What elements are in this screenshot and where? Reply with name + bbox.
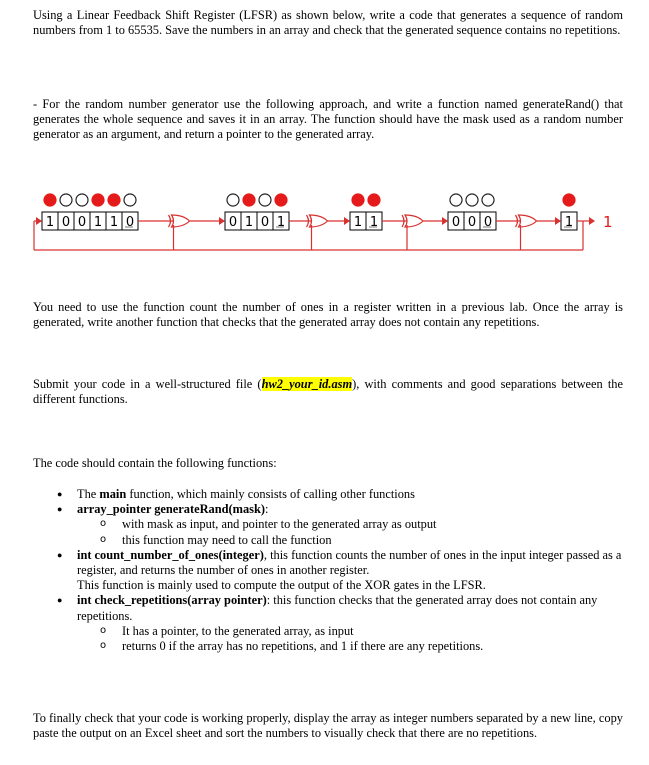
register-bit: 1: [276, 215, 286, 230]
f3-name: int count_number_of_ones(integer): [77, 547, 264, 562]
function-item-count-ones: [55, 548, 625, 594]
tap-dot: [44, 194, 56, 206]
function-item-check-repetitions: [55, 593, 625, 654]
register-bit: 0: [228, 215, 238, 230]
xor-gate-icon: [405, 215, 423, 227]
intro-paragraph: Using a Linear Feedback Shift Register (LFSR) as shown below, write a code that generates a sequence of random numbers from 1 to 65535. Save the numbers in an array and check that the generated sequence contains no repetitions.: [33, 8, 623, 38]
shift-in-arrow: [555, 217, 561, 225]
submit-text-after: ), with comments and good separations between the different functions.: [33, 377, 623, 407]
tap-dot: [482, 194, 494, 206]
xor-gate-icon: [310, 215, 328, 227]
shift-in-arrow: [36, 217, 42, 225]
count-ones-paragraph: You need to use the function count the number of ones in a register written in a previous lab. Once the array is generated, write another function that checks that the generated array does not contain any repetitions.: [33, 300, 623, 330]
submit-paragraph: [33, 377, 623, 407]
tap-dot: [124, 194, 136, 206]
register-bit: 0: [467, 215, 477, 230]
f3-desc: , this function counts the number of ones in the input integer passed as a register, and returns the number of ones in another register.: [77, 547, 622, 578]
tap-dot: [275, 194, 287, 206]
register-bit: 1: [93, 215, 103, 230]
f3-note: This function is mainly used to compute the output of the XOR gates in the LFSR.: [77, 578, 486, 593]
tap-dot: [76, 194, 88, 206]
output-label: 1: [603, 213, 613, 231]
output-arrow-icon: [589, 217, 595, 225]
tap-dot: [352, 194, 364, 206]
submit-filename: hw2_your_id.asm: [261, 377, 353, 391]
register-bit: 1: [353, 215, 363, 230]
register-bit: 0: [125, 215, 135, 230]
generaterand-sub-1: o with mask as input, and pointer to the generated array as output: [77, 517, 625, 532]
tap-dot: [92, 194, 104, 206]
check-repetitions-sublist: [77, 624, 625, 654]
f4-desc: : this function checks that the generated array does not contain any repetitions.: [77, 593, 598, 623]
submit-text-before: Submit your code in a well-structured file (: [33, 377, 262, 391]
shift-in-arrow: [344, 217, 350, 225]
f1-name: main: [99, 487, 127, 501]
tap-dot: [450, 194, 462, 206]
f4-name: int check_repetitions(array pointer): [77, 593, 267, 608]
register-bit: 0: [61, 215, 71, 230]
generaterand-sublist: [77, 517, 625, 547]
tap-dot: [259, 194, 271, 206]
register-bit: 1: [45, 215, 55, 230]
register-bit: 0: [451, 215, 461, 230]
register-bit: 1: [244, 215, 254, 230]
check-sub-2: o returns 0 if the array has no repetitions, and 1 if there are any repetitions.: [77, 639, 625, 654]
generaterand-sub-2: o this function may need to call the function: [77, 533, 625, 548]
tap-dot: [466, 194, 478, 206]
tap-dot: [60, 194, 72, 206]
register-bit: 0: [77, 215, 87, 230]
final-paragraph: To finally check that your code is working properly, display the array as integer numbers separated by a new line, copy paste the output on an Excel sheet and sort the numbers to visually check that there are no repetitions.: [33, 711, 623, 741]
f2-name: array_pointer generateRand(mask): [77, 502, 266, 517]
register-bit: 1: [369, 215, 379, 230]
f1-desc: function, which mainly consists of calling other functions: [126, 487, 415, 501]
functions-heading: The code should contain the following functions:: [33, 456, 277, 470]
register-bit: 0: [483, 215, 493, 230]
tap-dot: [227, 194, 239, 206]
f2-colon: :: [265, 502, 269, 517]
shift-in-arrow: [219, 217, 225, 225]
check-sub-1: o It has a pointer, to the generated array, as input: [77, 624, 625, 639]
tap-dot: [368, 194, 380, 206]
f1-pre: The: [77, 487, 100, 501]
register-bit: 1: [109, 215, 119, 230]
function-item-main: [55, 487, 625, 502]
tap-dot: [243, 194, 255, 206]
xor-gate-icon: [172, 215, 190, 227]
approach-paragraph: - For the random number generator use the following approach, and write a function named generateRand() that generates the whole sequence and saves it in an array. The function should have the mask used as a random number generator as an argument, and return a pointer to the generated array.: [33, 97, 623, 142]
register-bit: 1: [564, 215, 574, 230]
lfsr-diagram: [30, 190, 630, 260]
xor-gate-icon: [519, 215, 537, 227]
shift-in-arrow: [442, 217, 448, 225]
tap-dot: [563, 194, 575, 206]
functions-list: [55, 487, 625, 654]
function-item-generaterand: [55, 502, 625, 548]
register-bit: 0: [260, 215, 270, 230]
tap-dot: [108, 194, 120, 206]
